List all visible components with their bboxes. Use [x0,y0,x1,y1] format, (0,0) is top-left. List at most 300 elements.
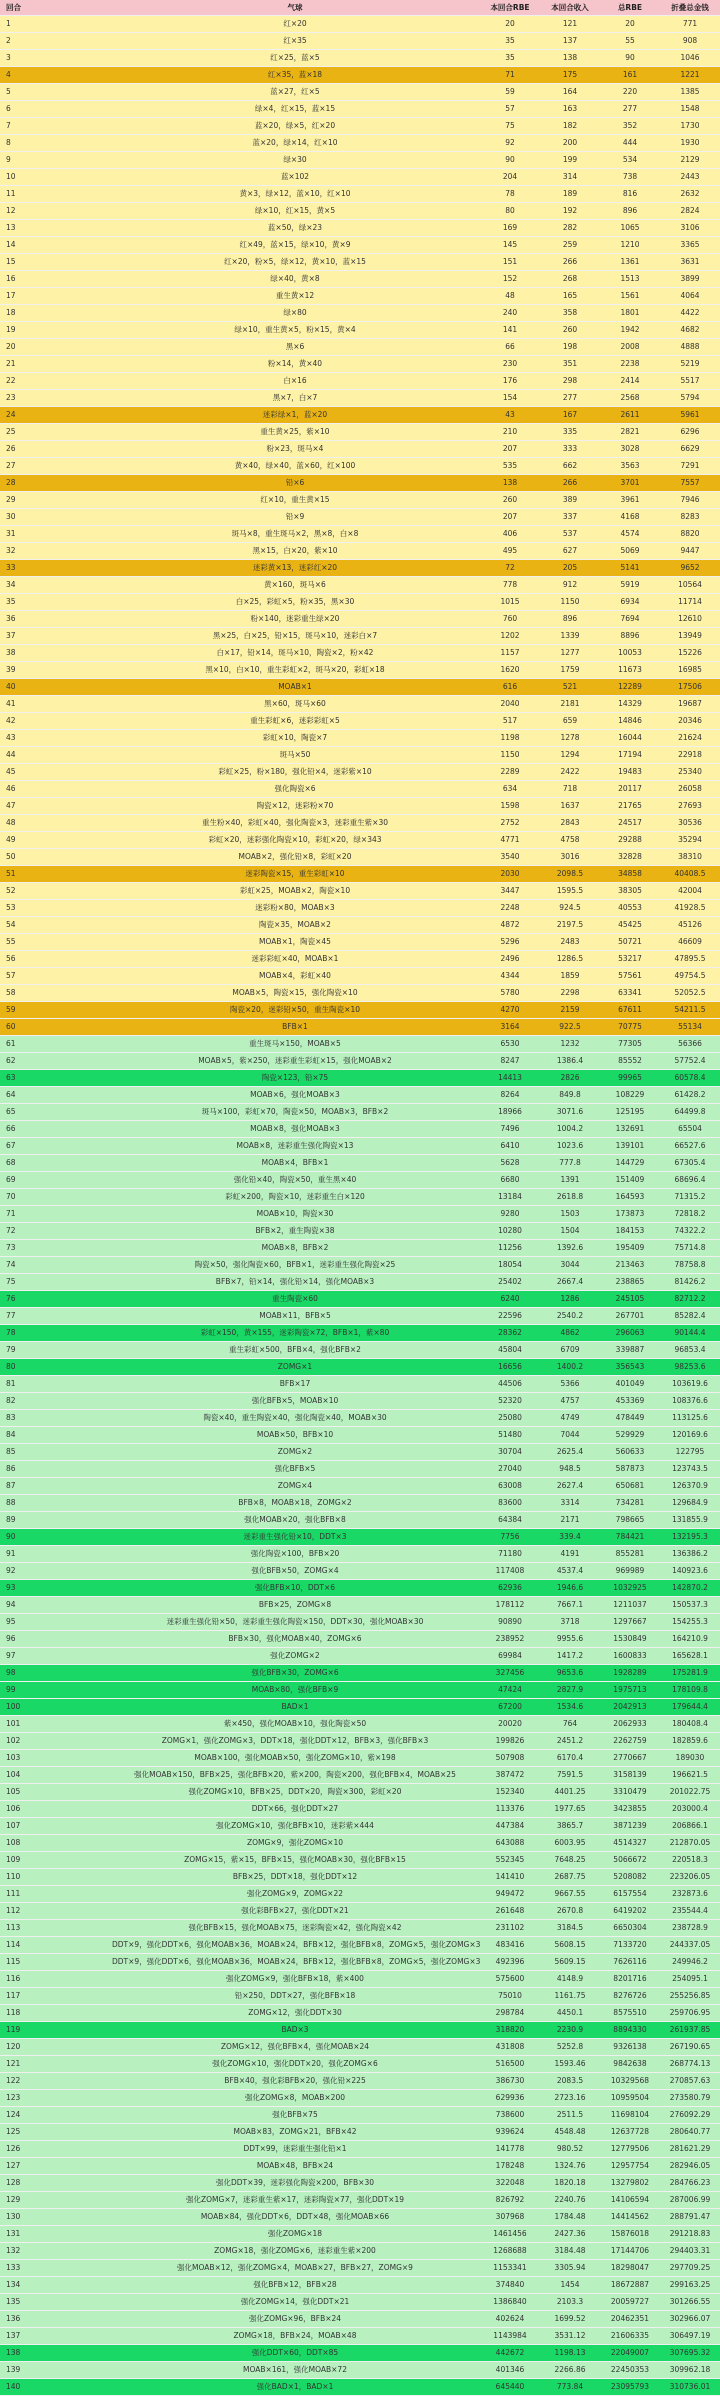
cell-round: 91 [0,1546,110,1563]
cell-balloons: 绿×40，黄×8 [110,271,480,288]
cell-total-money: 201022.75 [660,1784,720,1801]
cell-total-money: 47895.5 [660,951,720,968]
cell-round-rbe: 72 [480,560,540,577]
cell-round: 11 [0,186,110,203]
cell-balloons: 重生彩虹×6，迷彩彩虹×5 [110,713,480,730]
cell-total-money: 267190.65 [660,2039,720,2056]
cell-total-money: 54211.5 [660,1002,720,1019]
cell-round: 79 [0,1342,110,1359]
cell-total-money: 2824 [660,203,720,220]
cell-round-rbe: 176 [480,373,540,390]
cell-round-rbe: 516500 [480,2056,540,2073]
table-row [0,1801,720,1818]
table-row [0,2124,720,2141]
cell-total-rbe: 245105 [600,1291,660,1308]
cell-total-money: 270857.63 [660,2073,720,2090]
header-row [0,0,720,16]
table-row [0,1410,720,1427]
cell-round-income: 912 [540,577,600,594]
cell-round: 129 [0,2192,110,2209]
cell-round: 100 [0,1699,110,1716]
cell-balloons: 白×25，彩虹×5，粉×35，黑×30 [110,594,480,611]
cell-balloons: 强化BFB×12，BFB×28 [110,2277,480,2294]
table-row [0,1104,720,1121]
cell-total-rbe: 2821 [600,424,660,441]
cell-round: 115 [0,1954,110,1971]
cell-round-income: 7044 [540,1427,600,1444]
cell-round: 102 [0,1733,110,1750]
cell-total-money: 131855.9 [660,1512,720,1529]
cell-total-money: 276092.29 [660,2107,720,2124]
cell-round-income: 266 [540,254,600,271]
cell-round: 98 [0,1665,110,1682]
cell-round-rbe: 83600 [480,1495,540,1512]
cell-total-money: 113125.6 [660,1410,720,1427]
cell-round-income: 6170.4 [540,1750,600,1767]
cell-round-rbe: 51480 [480,1427,540,1444]
cell-balloons: BFB×30，强化MOAB×40，ZOMG×6 [110,1631,480,1648]
cell-balloons: BFB×25，DDT×18，强化DDT×12 [110,1869,480,1886]
cell-round-income: 1504 [540,1223,600,1240]
cell-round-rbe: 3447 [480,883,540,900]
cell-balloons: BFB×17 [110,1376,480,1393]
cell-balloons: 强化ZOMG×9，ZOMG×22 [110,1886,480,1903]
cell-round: 14 [0,237,110,254]
cell-round-income: 2240.76 [540,2192,600,2209]
cell-round: 96 [0,1631,110,1648]
cell-round: 3 [0,50,110,67]
table-row [0,2192,720,2209]
table-row [0,2362,720,2379]
cell-balloons: 陶瓷×123，铅×75 [110,1070,480,1087]
cell-round-rbe: 57 [480,101,540,118]
table-row [0,866,720,883]
cell-round-income: 2687.75 [540,1869,600,1886]
cell-round-rbe: 141410 [480,1869,540,1886]
table-row [0,1427,720,1444]
cell-total-rbe: 20059727 [600,2294,660,2311]
cell-total-rbe: 267701 [600,1308,660,1325]
cell-round: 26 [0,441,110,458]
cell-round-rbe: 230 [480,356,540,373]
cell-round-income: 4749 [540,1410,600,1427]
cell-round-rbe: 492396 [480,1954,540,1971]
cell-balloons: 黑×25，白×25，铅×15，斑马×10，迷彩白×7 [110,628,480,645]
table-row [0,1937,720,1954]
cell-round: 24 [0,407,110,424]
table-row [0,2226,720,2243]
table-row [0,16,720,33]
cell-round: 61 [0,1036,110,1053]
cell-round-rbe: 90890 [480,1614,540,1631]
cell-balloons: 黑×10，白×10，重生彩虹×2，斑马×20，彩虹×18 [110,662,480,679]
cell-round-rbe: 1198 [480,730,540,747]
cell-total-money: 294403.31 [660,2243,720,2260]
cell-round-income: 1278 [540,730,600,747]
cell-round: 114 [0,1937,110,1954]
cell-round-rbe: 28362 [480,1325,540,1342]
table-row [0,2039,720,2056]
cell-round-income: 2197.5 [540,917,600,934]
cell-round: 49 [0,832,110,849]
cell-balloons: ZOMG×12，强化DDT×30 [110,2005,480,2022]
cell-total-rbe: 195409 [600,1240,660,1257]
table-row [0,1648,720,1665]
cell-balloons: 强化ZOMG×10，强化DDT×20，强化ZOMG×6 [110,2056,480,2073]
cell-round: 66 [0,1121,110,1138]
cell-total-money: 212870.05 [660,1835,720,1852]
cell-round-rbe: 45804 [480,1342,540,1359]
cell-round-income: 4401.25 [540,1784,600,1801]
cell-balloons: BAD×3 [110,2022,480,2039]
cell-total-money: 60578.4 [660,1070,720,1087]
table-row [0,1138,720,1155]
cell-round-rbe: 204 [480,169,540,186]
cell-round-income: 268 [540,271,600,288]
cell-round-income: 5252.8 [540,2039,600,2056]
cell-total-rbe: 8276726 [600,1988,660,2005]
table-row [0,815,720,832]
table-row [0,883,720,900]
cell-total-money: 3106 [660,220,720,237]
cell-balloons: 迷彩重生强化铅×10，DDT×3 [110,1529,480,1546]
cell-balloons: 强化MOAB×12，强化ZOMG×4，MOAB×27，BFB×27，ZOMG×9 [110,2260,480,2277]
cell-round-income: 659 [540,713,600,730]
cell-round-rbe: 9280 [480,1206,540,1223]
cell-total-rbe: 5919 [600,577,660,594]
cell-total-money: 85282.4 [660,1308,720,1325]
cell-total-money: 206866.1 [660,1818,720,1835]
cell-round-income: 3531.12 [540,2328,600,2345]
cell-round-income: 3718 [540,1614,600,1631]
table-row [0,951,720,968]
cell-round-income: 2230.9 [540,2022,600,2039]
cell-total-money: 2632 [660,186,720,203]
cell-balloons: BFB×40，强化彩BFB×20，强化铅×225 [110,2073,480,2090]
cell-round-rbe: 2030 [480,866,540,883]
cell-round-income: 1161.75 [540,1988,600,2005]
cell-round-income: 1699.52 [540,2311,600,2328]
cell-round: 18 [0,305,110,322]
cell-round-rbe: 575600 [480,1971,540,1988]
table-row [0,1818,720,1835]
cell-round-income: 3044 [540,1257,600,1274]
cell-total-money: 150537.3 [660,1597,720,1614]
table-row [0,832,720,849]
cell-total-rbe: 21606335 [600,2328,660,2345]
table-row [0,1988,720,2005]
table-row [0,781,720,798]
cell-round-income: 5609.15 [540,1954,600,1971]
cell-total-money: 46609 [660,934,720,951]
cell-total-rbe: 18672887 [600,2277,660,2294]
cell-total-rbe: 53217 [600,951,660,968]
cell-round: 8 [0,135,110,152]
table-row [0,254,720,271]
cell-round-income: 521 [540,679,600,696]
cell-round-income: 1454 [540,2277,600,2294]
cell-round: 112 [0,1903,110,1920]
cell-round-rbe: 535 [480,458,540,475]
cell-round: 74 [0,1257,110,1274]
table-row [0,543,720,560]
table-row [0,1597,720,1614]
cell-total-money: 1730 [660,118,720,135]
cell-balloons: BFB×8，MOAB×18，ZOMG×2 [110,1495,480,1512]
table-row [0,237,720,254]
cell-total-money: 154255.3 [660,1614,720,1631]
cell-total-rbe: 352 [600,118,660,135]
cell-balloons: 迷彩彩虹×40，MOAB×1 [110,951,480,968]
cell-round-income: 2843 [540,815,600,832]
cell-total-money: 244337.05 [660,1937,720,1954]
table-row [0,1376,720,1393]
cell-balloons: 迷彩重生强化铅×50，迷彩重生强化陶瓷×150，DDT×30，强化MOAB×30 [110,1614,480,1631]
cell-round: 109 [0,1852,110,1869]
cell-round: 90 [0,1529,110,1546]
cell-total-money: 38310 [660,849,720,866]
cell-round: 86 [0,1461,110,1478]
table-row [0,1189,720,1206]
cell-round-rbe: 1202 [480,628,540,645]
cell-balloons: 重生陶瓷×60 [110,1291,480,1308]
cell-round: 23 [0,390,110,407]
cell-balloons: MOAB×10，陶瓷×30 [110,1206,480,1223]
table-row [0,1784,720,1801]
cell-round-rbe: 11256 [480,1240,540,1257]
cell-balloons: 强化ZOMG×7，迷彩重生紫×17，迷彩陶瓷×77，强化DDT×19 [110,2192,480,2209]
cell-round-income: 137 [540,33,600,50]
cell-round-income: 192 [540,203,600,220]
cell-balloons: 迷彩绿×1，蓝×20 [110,407,480,424]
cell-round-rbe: 2752 [480,815,540,832]
cell-round-income: 4191 [540,1546,600,1563]
cell-total-money: 19687 [660,696,720,713]
table-row [0,1121,720,1138]
cell-round-rbe: 20020 [480,1716,540,1733]
cell-total-money: 238728.9 [660,1920,720,1937]
cell-round: 95 [0,1614,110,1631]
cell-round-income: 2083.5 [540,2073,600,2090]
cell-total-money: 223206.05 [660,1869,720,1886]
cell-total-money: 5219 [660,356,720,373]
cell-balloons: 强化ZOMG×10，BFB×25，DDT×20，陶瓷×300，彩虹×20 [110,1784,480,1801]
cell-round-income: 764 [540,1716,600,1733]
cell-total-money: 288791.47 [660,2209,720,2226]
cell-round-income: 182 [540,118,600,135]
cell-round: 110 [0,1869,110,1886]
header-total-rbe: 总RBE [600,0,660,16]
cell-round-income: 537 [540,526,600,543]
cell-total-money: 27693 [660,798,720,815]
cell-total-money: 3365 [660,237,720,254]
cell-round-income: 4548.48 [540,2124,600,2141]
cell-round-income: 1503 [540,1206,600,1223]
cell-round-income: 205 [540,560,600,577]
cell-round: 1 [0,16,110,33]
cell-total-rbe: 650681 [600,1478,660,1495]
cell-total-money: 17506 [660,679,720,696]
cell-round-income: 1150 [540,594,600,611]
cell-round-rbe: 75010 [480,1988,540,2005]
cell-round-rbe: 231102 [480,1920,540,1937]
cell-balloons: 红×35，蓝×18 [110,67,480,84]
cell-round-rbe: 66 [480,339,540,356]
cell-round: 97 [0,1648,110,1665]
cell-balloons: 强化ZOMG×18 [110,2226,480,2243]
cell-balloons: ZOMG×1 [110,1359,480,1376]
cell-round-income: 2422 [540,764,600,781]
cell-total-money: 5517 [660,373,720,390]
cell-balloons: 白×16 [110,373,480,390]
cell-round-income: 2098.5 [540,866,600,883]
cell-round-rbe: 6410 [480,1138,540,1155]
cell-round: 31 [0,526,110,543]
cell-total-money: 55134 [660,1019,720,1036]
table-row [0,1886,720,1903]
cell-round-rbe: 6530 [480,1036,540,1053]
cell-round-rbe: 7496 [480,1121,540,1138]
cell-round: 68 [0,1155,110,1172]
cell-round-income: 2625.4 [540,1444,600,1461]
cell-balloons: 蓝×50，绿×23 [110,220,480,237]
cell-balloons: BFB×25，ZOMG×8 [110,1597,480,1614]
cell-balloons: 红×20，粉×5，绿×12，黄×10，蓝×15 [110,254,480,271]
cell-round: 27 [0,458,110,475]
table-row [0,1835,720,1852]
cell-total-money: 5794 [660,390,720,407]
cell-round-income: 277 [540,390,600,407]
table-row [0,1920,720,1937]
cell-round-rbe: 8247 [480,1053,540,1070]
cell-round-income: 2827.9 [540,1682,600,1699]
cell-total-money: 255256.85 [660,1988,720,2005]
cell-total-money: 182859.6 [660,1733,720,1750]
cell-round-rbe: 2496 [480,951,540,968]
cell-round-income: 7667.1 [540,1597,600,1614]
cell-total-rbe: 444 [600,135,660,152]
cell-round: 53 [0,900,110,917]
table-row [0,713,720,730]
cell-round-rbe: 2289 [480,764,540,781]
cell-balloons: 黑×60，斑马×60 [110,696,480,713]
cell-balloons: MOAB×84，强化DDT×6，DDT×48，强化MOAB×66 [110,2209,480,2226]
cell-round-income: 1784.48 [540,2209,600,2226]
cell-balloons: 强化BFB×50，ZOMG×4 [110,1563,480,1580]
cell-round-income: 2451.2 [540,1733,600,1750]
cell-round-income: 4757 [540,1393,600,1410]
cell-round: 33 [0,560,110,577]
cell-round: 117 [0,1988,110,2005]
cell-round: 58 [0,985,110,1002]
table-row [0,1852,720,1869]
cell-round-rbe: 5780 [480,985,540,1002]
cell-total-money: 120169.6 [660,1427,720,1444]
cell-round-rbe: 507908 [480,1750,540,1767]
cell-round-income: 260 [540,322,600,339]
cell-total-money: 98253.6 [660,1359,720,1376]
cell-balloons: MOAB×50，BFB×10 [110,1427,480,1444]
table-row [0,560,720,577]
cell-round: 6 [0,101,110,118]
table-row [0,356,720,373]
cell-round-rbe: 63008 [480,1478,540,1495]
cell-balloons: 白×17，铅×14，斑马×10，陶瓷×2，粉×42 [110,645,480,662]
cell-round-income: 164 [540,84,600,101]
cell-total-rbe: 9326138 [600,2039,660,2056]
table-row [0,1614,720,1631]
cell-total-money: 178109.8 [660,1682,720,1699]
cell-round-income: 1198.13 [540,2345,600,2362]
cell-round-rbe: 949472 [480,1886,540,1903]
cell-total-money: 10564 [660,577,720,594]
cell-round-rbe: 14413 [480,1070,540,1087]
cell-round-income: 2618.8 [540,1189,600,1206]
cell-balloons: MOAB×80，强化BFB×9 [110,1682,480,1699]
cell-round: 124 [0,2107,110,2124]
cell-total-money: 140923.6 [660,1563,720,1580]
cell-round: 121 [0,2056,110,2073]
cell-total-money: 302966.07 [660,2311,720,2328]
cell-total-rbe: 4514327 [600,1835,660,1852]
table-row [0,2379,720,2396]
cell-total-rbe: 3563 [600,458,660,475]
cell-round: 69 [0,1172,110,1189]
cell-round: 40 [0,679,110,696]
cell-balloons: 强化DDT×60，DDT×85 [110,2345,480,2362]
cell-round-income: 2667.4 [540,1274,600,1291]
cell-round-rbe: 7756 [480,1529,540,1546]
table-row [0,1291,720,1308]
cell-total-money: 287006.99 [660,2192,720,2209]
cell-total-rbe: 3423855 [600,1801,660,1818]
table-row [0,169,720,186]
cell-total-money: 90144.4 [660,1325,720,1342]
cell-total-rbe: 6934 [600,594,660,611]
cell-round: 128 [0,2175,110,2192]
cell-total-money: 771 [660,16,720,33]
cell-total-rbe: 5069 [600,543,660,560]
cell-total-money: 4682 [660,322,720,339]
cell-round: 82 [0,1393,110,1410]
cell-round-rbe: 25402 [480,1274,540,1291]
cell-balloons: DDT×9，强化DDT×6，强化MOAB×36，MOAB×24，BFB×12，强化BFB×8，ZOMG×5，强化ZOMG×3 [110,1937,480,1954]
cell-round-rbe: 47424 [480,1682,540,1699]
cell-round-rbe: 92 [480,135,540,152]
cell-round: 131 [0,2226,110,2243]
cell-round: 71 [0,1206,110,1223]
cell-balloons: 强化ZOMG×10，强化BFB×10，迷彩紫×444 [110,1818,480,1835]
cell-total-rbe: 3701 [600,475,660,492]
cell-round: 37 [0,628,110,645]
cell-round: 12 [0,203,110,220]
cell-round-rbe: 35 [480,33,540,50]
cell-round: 65 [0,1104,110,1121]
cell-balloons: MOAB×5，紫×250，迷彩重生彩虹×15，强化MOAB×2 [110,1053,480,1070]
cell-round: 125 [0,2124,110,2141]
table-row [0,798,720,815]
cell-total-money: 3899 [660,271,720,288]
cell-total-money: 7946 [660,492,720,509]
cell-round-rbe: 1143984 [480,2328,540,2345]
cell-round-income: 5608.15 [540,1937,600,1954]
cell-round: 59 [0,1002,110,1019]
cell-round-income: 773.84 [540,2379,600,2396]
table-row [0,33,720,50]
cell-round-income: 1004.2 [540,1121,600,1138]
cell-total-rbe: 3028 [600,441,660,458]
cell-balloons: 强化BFB×10，DDT×6 [110,1580,480,1597]
